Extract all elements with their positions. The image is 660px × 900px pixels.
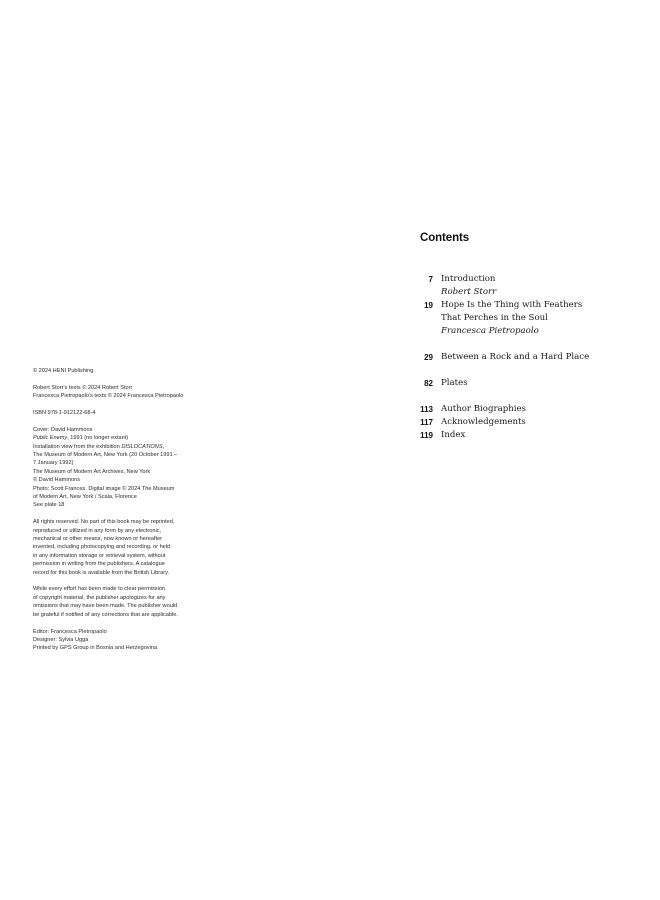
permissions-block <box>33 585 233 619</box>
rights-line: record for this book is available from the British Library. <box>33 569 170 576</box>
toc-entry-author: Robert Storr <box>441 287 497 297</box>
exhibition-prefix: Installation view from the exhibition <box>33 443 122 450</box>
toc-entry-author-biographies[interactable] <box>405 403 635 416</box>
texts-copyright-line: Francesca Pietropaolo's texts © 2024 Francesca Pietropaolo <box>33 393 184 400</box>
cover-credit-line: 7 January 1992) <box>33 460 74 467</box>
toc-entry-between-a-rock[interactable] <box>405 351 635 364</box>
toc-entry-title: Plates <box>441 378 468 388</box>
permissions-line: omissions that may have been made. The publisher would <box>33 603 178 610</box>
permissions-line: of copyright material, the publisher apologizes for any <box>33 594 166 601</box>
toc-page-number: 29 <box>424 353 433 362</box>
rights-line: invented, including photocopying and recording, or held <box>33 544 171 551</box>
cover-credit-line: Photo: Scott Frances. Digital image © 2024 The Museum <box>33 485 175 492</box>
toc-entry-title: Author Biographies <box>441 404 526 414</box>
toc-entry-body <box>441 429 635 442</box>
rights-line: All rights reserved. No part of this book may be reprinted, <box>33 519 175 526</box>
toc-entry-body <box>441 351 635 364</box>
toc-page-number: 119 <box>420 431 433 440</box>
cover-credit-line <box>33 443 233 451</box>
toc-page-number: 19 <box>424 301 433 310</box>
toc-entry-title: Acknowledgements <box>441 417 526 427</box>
cover-credit-line: The Museum of Modern Art Archives, New York <box>33 468 151 475</box>
toc-entry-index[interactable] <box>405 429 635 442</box>
toc-entry-body <box>441 416 635 429</box>
cover-credit-line: of Modern Art, New York / Scala, Florence <box>33 494 137 501</box>
credits-line: Editor: Francesca Pietropaolo <box>33 628 107 635</box>
colophon <box>33 367 233 661</box>
isbn-line: ISBN 978-1-912122-68-4 <box>33 410 96 416</box>
exhibition-title: DISLOCATIONS <box>121 443 163 450</box>
rights-block <box>33 518 233 577</box>
toc-entry-title: Hope Is the Thing with Feathers <box>441 300 583 310</box>
table-of-contents <box>405 273 635 442</box>
cover-credit-line <box>33 434 233 442</box>
cover-credit-line: The Museum of Modern Art, New York (20 October 1991 – <box>33 452 178 459</box>
permissions-line: While every effort has been made to clear permission <box>33 586 166 593</box>
toc-entry-title: Introduction <box>441 274 496 284</box>
toc-entry-body <box>441 273 635 299</box>
toc-entry-hope-is-the-thing[interactable] <box>405 299 635 338</box>
credits-line: Printed by GPS Group in Bosnia and Herzegovina <box>33 645 158 652</box>
texts-copyright-block <box>33 384 233 401</box>
credits-line: Designer: Sylvia Ugga <box>33 636 89 643</box>
rights-line: reproduced or utilized in any form by any electronic, <box>33 527 162 534</box>
cover-credit-line: Cover: David Hammons <box>33 426 93 433</box>
rights-line: permission in writing from the publishers. A catalogue <box>33 561 165 568</box>
toc-entry-introduction[interactable] <box>405 273 635 299</box>
toc-entry-title: Index <box>441 430 466 440</box>
toc-page-number: 82 <box>424 379 433 388</box>
toc-page-number: 7 <box>428 275 433 284</box>
exhibition-suffix: , <box>162 443 165 450</box>
artwork-date: , 1991 (no longer extant) <box>67 435 129 442</box>
rights-line: mechanical or other means, now known or hereafter <box>33 536 163 543</box>
cover-credit-line: © David Hammons <box>33 477 81 484</box>
texts-copyright-line: Robert Storr's texts © 2024 Robert Storr <box>33 384 133 391</box>
isbn-block <box>33 409 233 417</box>
copyright-line: © 2024 HENI Publishing <box>33 368 94 374</box>
toc-entry-title: Between a Rock and a Hard Place <box>441 352 590 362</box>
permissions-line: be grateful if notified of any corrections that are applicable. <box>33 611 178 618</box>
toc-entry-plates[interactable] <box>405 377 635 390</box>
toc-entry-body <box>441 377 635 390</box>
toc-entry-title: That Perches in the Soul <box>441 313 548 323</box>
cover-credit-block <box>33 426 233 510</box>
toc-page-number: 117 <box>420 418 433 427</box>
rights-line: in any information storage or retrieval system, without <box>33 552 166 559</box>
copyright-block <box>33 367 233 375</box>
contents-heading: Contents <box>420 232 470 244</box>
toc-entry-author: Francesca Pietropaolo <box>441 326 539 336</box>
cover-credit-line: See plate 18 <box>33 502 65 509</box>
toc-entry-body <box>441 403 635 416</box>
credits-block <box>33 628 233 653</box>
toc-page-number: 113 <box>420 405 433 414</box>
toc-entry-acknowledgements[interactable] <box>405 416 635 429</box>
artwork-title: Public Enemy <box>33 435 68 442</box>
toc-entry-body <box>441 299 635 338</box>
